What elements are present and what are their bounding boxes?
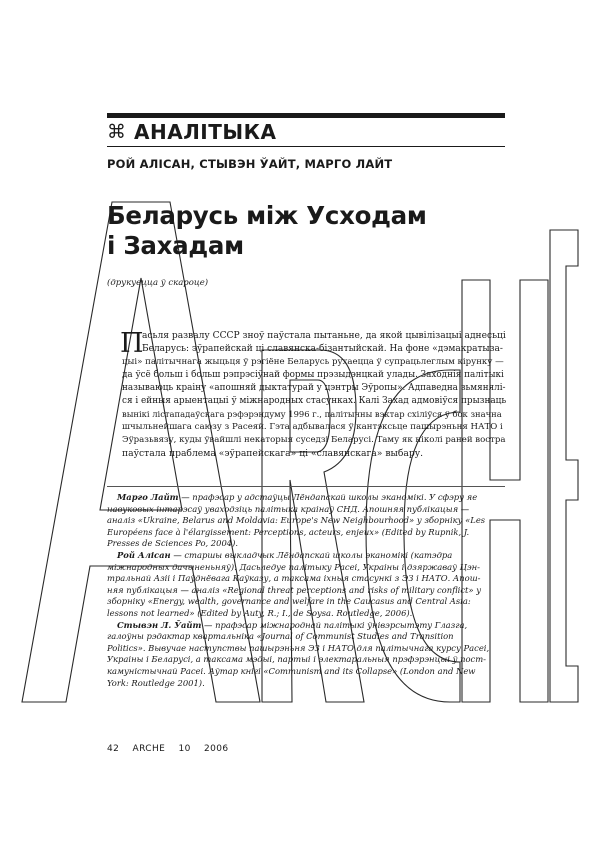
body-line: Беларусь: эўрапейскай ці славянска-бізантыйскай. На фоне «дэмакратыза- <box>142 344 503 354</box>
section-top-rule <box>107 113 505 118</box>
drop-cap: П <box>120 328 144 359</box>
bio-line: камуністычнай Расеі. Аўтар кнігі «Communism and its Collapse» (London and New <box>107 665 476 676</box>
bio-line: галоўны рэдактар квартальніка «Journal of Communist Studies and Transition <box>107 631 454 642</box>
bio-line: Politics». Вывучае наступствы пашырэньня ЭЗ і НАТО для палітычнага курсу Расеі, <box>107 642 490 653</box>
bio-line: Presses de Sciences Po, 2004). <box>107 538 239 549</box>
article-authors: РОЙ АЛІСАН, СТЫВЭН ЎАЙТ, МАРГО ЛАЙТ <box>107 157 393 171</box>
bio-line: Украіны і Беларусі, а таксама мэдыі, партыі і электаральныя прэфэрэнцыі ў пост- <box>107 654 486 665</box>
bio-line: зборніку «Energy, wealth, governance and welfare in the Caucasus and Central Asia: <box>107 596 471 607</box>
bio-name: Марго Лайт <box>117 492 179 502</box>
bio-line: аналіз «Ukraine, Belarus and Moldavia: Europe's New Neighbourhood» у зборніку «Les <box>107 515 486 526</box>
body-line: паўстала праблема «эўрапейскага» ці «славянскага» выбару. <box>122 448 424 459</box>
bio-line: lessons not learned» (Edited by Auty, R.; I., de Soysa. Routledge, 2006). <box>107 607 413 618</box>
body-line: да ўсё больш і больш рэпрэсіўнай формы прэзыдэнцкай улады. Заходнія палітыкі <box>122 370 504 380</box>
bio-line: міжнародных дачыненьняў). Дасьледуе палітыку Расеі, Украіны і дзяржаваў Цэн- <box>107 561 481 572</box>
command-knot-icon: ⌘ <box>107 120 126 143</box>
title-line: Беларусь між Усходам <box>107 201 427 230</box>
body-line: ся і ейныя арыентацыі ў міжнародных стасунках. Калі Захад адмовіўся прызнаць <box>122 396 506 406</box>
article-title <box>107 201 507 261</box>
issue-year: 2006 <box>204 744 229 754</box>
section-title: АНАЛІТЫКА <box>134 120 277 144</box>
bio-line: Européens face à l'élargissement: Perceptions, acteurs, enjeux» (Edited by Rupnik, J. <box>107 526 470 537</box>
author-bios <box>107 492 505 689</box>
title-line: і Захадам <box>107 231 244 260</box>
bio-line: навуковых інтарэсаў уваходзіць палітыка краінаў СНД. Апошняя публікацыя — <box>107 503 470 514</box>
bio-line <box>107 620 505 632</box>
bio-line <box>107 550 505 562</box>
bio-text: — прафэсар у адстаўцы Лёндanскай школы эканомікі. У сфэру яе <box>178 492 478 502</box>
body-line: называюць краіну «апошняй дыктатурай у цэнтры Эўропы». Адпаведна зьмянялі- <box>122 383 506 393</box>
section-bottom-rule <box>107 146 505 147</box>
body-line: цыі» палітычнага жыцьця ў рэгіёне Беларусь рухаецца ў супрацьлеглым кірунку — <box>122 357 504 367</box>
bio-line: тральнай Азіі і Паўднёвага Каўказу, а таксама іхныя стасункі з ЭЗ і НАТО. Апош- <box>107 573 481 584</box>
bio-name: Стывэн Л. Ўайт <box>117 619 202 630</box>
page-number: 42 <box>107 744 120 754</box>
body-line: асьля развалу СССР зноў паўстала пытаньне, да якой цывілізацыі аднесьці <box>142 331 506 341</box>
bio-line: няя публікацыя — аналіз «Regional threat perceptions and risks of military conflict» у <box>107 584 482 595</box>
bio-line: York: Routledge 2001). <box>107 677 205 688</box>
bio-name: Рой Алісан <box>117 549 171 560</box>
bio-line <box>107 492 505 504</box>
bio-text: — старшы выкладчык Лёндanскай школы эканомікі (катэдра <box>170 549 453 560</box>
body-line: Эўразьвязу, куды ўвайшлі некаторыя суседзі Беларусі. Таму як ніколі раней востра <box>122 435 506 445</box>
abridged-note: (друкуецца ў скароце) <box>107 278 209 288</box>
bio-separator <box>107 486 505 487</box>
article-body <box>122 330 506 460</box>
body-line: вынікі лістападаўскага рэфэрэндуму 1996 г., палітычны вэктар схіліўся ў бок значна <box>122 409 502 419</box>
bio-text: — прафэсар міжнароднай палітыкі ўнівэрсытэту Глазга, <box>201 619 468 630</box>
issue-number: 10 <box>178 744 191 754</box>
page-footer <box>107 744 239 754</box>
section-heading <box>107 119 276 145</box>
journal-name: ARCHE <box>132 744 166 754</box>
body-line: шчыльнейшага саюзу з Расеяй. Гэта адбывалася ў кантэксьце пашырэньня НАТО і <box>122 422 503 432</box>
